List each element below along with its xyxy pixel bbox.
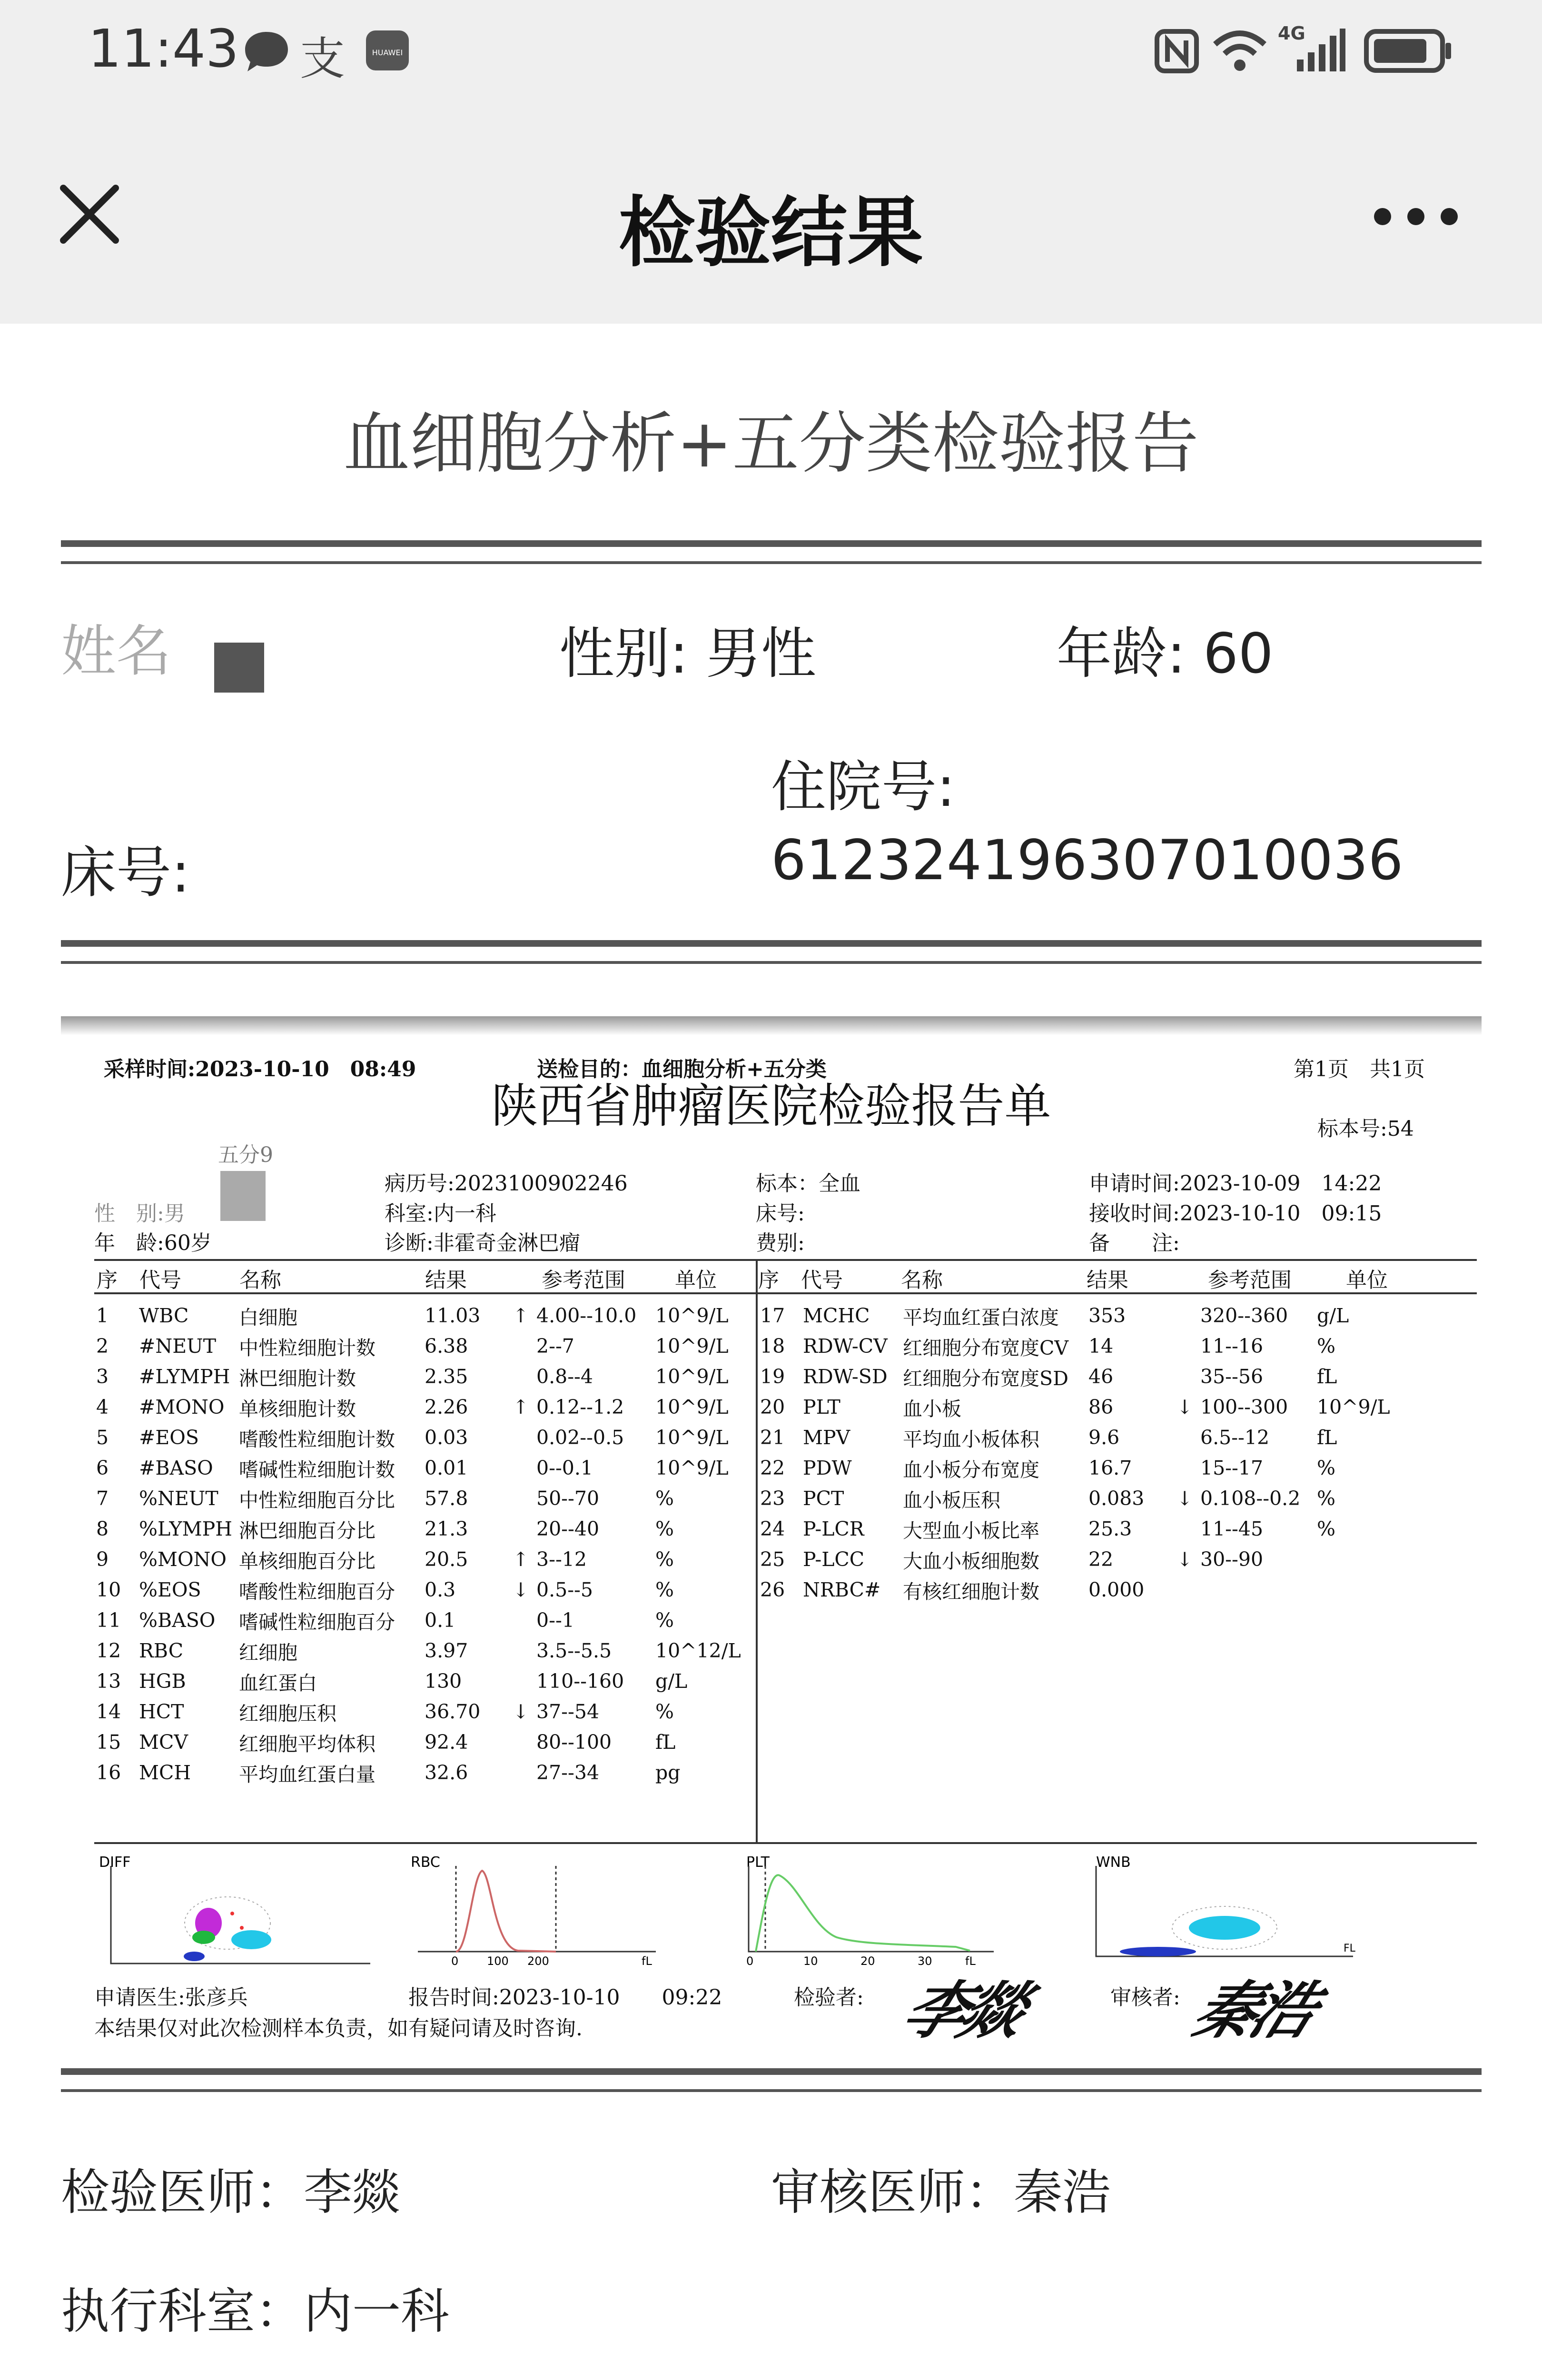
row-range: 20--40 <box>536 1517 600 1540</box>
row-range: 100--300 <box>1200 1396 1288 1418</box>
row-range: 0.12--1.2 <box>536 1396 624 1418</box>
lab-doctor: 检验医师：李燚 <box>61 2164 401 2221</box>
inpatient-label: 住院号: <box>771 755 956 819</box>
col-header: 参考范围 <box>1208 1268 1292 1292</box>
rbc-histogram <box>408 1856 675 1966</box>
svg-text:0: 0 <box>746 1954 754 1966</box>
row-result: 130 <box>425 1670 462 1693</box>
row-name: 嗜碱性粒细胞百分 <box>239 1610 395 1634</box>
row-flag <box>1175 1331 1198 1361</box>
col-header: 名称 <box>901 1268 943 1292</box>
row-range: 30--90 <box>1200 1548 1264 1571</box>
svg-text:DIFF: DIFF <box>99 1856 131 1871</box>
row-flag <box>511 1453 534 1483</box>
doc-record: 病历号:2023100902246 <box>385 1171 628 1196</box>
inpatient-number: 612324196307010036 <box>771 828 1404 892</box>
table-row <box>758 1361 1417 1392</box>
row-result: 0.01 <box>425 1457 468 1479</box>
row-flag: ↓ <box>513 1700 529 1723</box>
row-result: 0.000 <box>1088 1578 1145 1601</box>
bed-label: 床号: <box>61 841 190 905</box>
row-index: 11 <box>96 1609 121 1632</box>
row-name: 红细胞 <box>239 1641 297 1664</box>
name-redaction <box>214 643 264 693</box>
row-index: 13 <box>96 1670 121 1693</box>
doc-report-time: 报告时间:2023-10-10 09:22 <box>408 1985 722 2010</box>
svg-text:WNB: WNB <box>1096 1856 1131 1871</box>
row-code: MPV <box>803 1426 850 1449</box>
row-name: 血小板分布宽度 <box>903 1458 1039 1481</box>
table-row <box>758 1331 1417 1361</box>
plt-histogram <box>737 1856 1003 1966</box>
row-range: 0.108--0.2 <box>1200 1487 1301 1510</box>
row-code: NRBC# <box>803 1578 881 1601</box>
col-header: 参考范围 <box>542 1268 625 1292</box>
table-row <box>758 1575 1417 1605</box>
table-row <box>758 1422 1417 1453</box>
wifi-icon <box>1211 26 1268 74</box>
row-result: 0.1 <box>425 1609 456 1632</box>
row-code: #BASO <box>139 1457 213 1479</box>
row-unit: fL <box>655 1731 676 1754</box>
row-index: 23 <box>760 1487 785 1510</box>
row-index: 2 <box>96 1335 109 1358</box>
row-name: 大血小板细胞数 <box>903 1549 1039 1573</box>
doc-gender: 性 别:男 <box>94 1201 185 1226</box>
row-result: 22 <box>1088 1548 1114 1571</box>
row-flag: ↓ <box>1176 1548 1193 1571</box>
row-code: PCT <box>803 1487 844 1510</box>
row-range: 0--0.1 <box>536 1457 593 1479</box>
row-range: 37--54 <box>536 1700 600 1723</box>
doc-apply-time: 申请时间:2023-10-09 14:22 <box>1089 1171 1382 1196</box>
table-row <box>94 1575 756 1605</box>
chat-bubble-icon <box>243 30 290 72</box>
row-unit: g/L <box>1317 1304 1349 1327</box>
row-result: 2.35 <box>425 1365 468 1388</box>
row-index: 4 <box>96 1396 109 1418</box>
row-code: RBC <box>139 1639 184 1662</box>
row-range: 15--17 <box>1200 1457 1264 1479</box>
row-result: 36.70 <box>425 1700 481 1723</box>
report-title: 血细胞分析+五分类检验报告 <box>343 405 1199 483</box>
table-row <box>94 1636 756 1666</box>
row-code: #MONO <box>139 1396 225 1418</box>
reviewer-signature: 秦浩 <box>1183 1974 1325 2047</box>
row-unit: % <box>1317 1457 1335 1479</box>
row-code: PLT <box>803 1396 840 1418</box>
table-row <box>758 1514 1417 1544</box>
row-result: 57.8 <box>425 1487 468 1510</box>
lab-table-right <box>758 1300 1417 1605</box>
name-label: 姓名 <box>61 619 171 684</box>
row-unit: % <box>655 1700 674 1723</box>
row-code: P-LCC <box>803 1548 865 1571</box>
row-flag: ↑ <box>513 1396 529 1418</box>
review-doctor: 审核医师：秦浩 <box>771 2164 1111 2221</box>
row-result: 11.03 <box>425 1304 481 1327</box>
svg-text:10: 10 <box>803 1954 818 1966</box>
table-row <box>94 1696 756 1727</box>
row-flag: ↓ <box>1176 1487 1193 1510</box>
row-flag <box>511 1605 534 1636</box>
row-flag <box>511 1422 534 1453</box>
row-index: 10 <box>96 1578 121 1601</box>
row-range: 80--100 <box>536 1731 612 1754</box>
row-code: #EOS <box>139 1426 199 1449</box>
row-result: 20.5 <box>425 1548 468 1571</box>
svg-text:30: 30 <box>918 1954 932 1966</box>
row-result: 46 <box>1088 1365 1114 1388</box>
table-row <box>758 1453 1417 1483</box>
table-row <box>94 1483 756 1514</box>
row-flag: ↑ <box>513 1548 529 1571</box>
row-name: 红细胞分布宽度CV <box>903 1336 1068 1359</box>
row-unit <box>1315 1575 1417 1605</box>
row-unit: % <box>1317 1335 1335 1358</box>
nfc-icon <box>1154 29 1199 74</box>
svg-text:20: 20 <box>860 1954 875 1966</box>
row-code: PDW <box>803 1457 852 1479</box>
row-flag <box>1175 1361 1198 1392</box>
row-unit: 10^9/L <box>655 1457 729 1479</box>
doc-disclaimer: 本结果仅对此次检测样本负责，如有疑问请及时咨询. <box>94 2016 583 2041</box>
doc-applicant: 申请医生:张彦兵 <box>94 1985 248 2010</box>
exec-dept: 执行科室：内一科 <box>61 2283 449 2340</box>
row-name: 红细胞压积 <box>239 1702 336 1725</box>
table-row <box>94 1544 756 1575</box>
row-index: 12 <box>96 1639 121 1662</box>
table-row <box>758 1544 1417 1575</box>
col-header: 代号 <box>139 1268 181 1292</box>
status-time: 11:43 <box>88 18 239 79</box>
row-name: 中性粒细胞百分比 <box>239 1488 395 1512</box>
row-name: 淋巴细胞计数 <box>239 1367 356 1390</box>
doc-age: 年 龄:60岁 <box>94 1231 212 1255</box>
row-index: 7 <box>96 1487 109 1510</box>
divider <box>61 540 1482 564</box>
doc-specimen: 标本：全血 <box>756 1171 860 1196</box>
row-range: 11--45 <box>1200 1517 1264 1540</box>
examiner-signature: 李燚 <box>893 1974 1034 2047</box>
row-index: 15 <box>96 1731 121 1754</box>
row-unit: % <box>1317 1517 1335 1540</box>
row-index: 16 <box>96 1761 121 1784</box>
table-row <box>94 1666 756 1696</box>
row-name: 单核细胞计数 <box>239 1397 356 1420</box>
col-header: 结果 <box>425 1268 467 1292</box>
huawei-icon <box>364 29 411 72</box>
row-result: 0.03 <box>425 1426 468 1449</box>
row-index: 6 <box>96 1457 109 1479</box>
svg-text:0: 0 <box>451 1954 459 1966</box>
row-index: 26 <box>760 1578 785 1601</box>
table-row <box>94 1514 756 1544</box>
row-range <box>1198 1575 1315 1605</box>
row-unit: % <box>655 1487 674 1510</box>
table-row <box>94 1605 756 1636</box>
row-range: 11--16 <box>1200 1335 1264 1358</box>
report-document-image[interactable] <box>61 1016 1482 2311</box>
row-flag <box>1175 1514 1198 1544</box>
row-range: 320--360 <box>1200 1304 1288 1327</box>
row-range: 0.5--5 <box>536 1578 593 1601</box>
table-row <box>94 1392 756 1422</box>
row-index: 17 <box>760 1304 785 1327</box>
doc-sample-time: 采样时间:2023-10-10 08:49 <box>104 1057 416 1081</box>
row-index: 19 <box>760 1365 785 1388</box>
battery-icon <box>1364 29 1454 74</box>
row-flag <box>511 1361 534 1392</box>
row-range: 27--34 <box>536 1761 600 1784</box>
row-name: 白细胞 <box>239 1306 297 1329</box>
doc-remark: 备 注: <box>1089 1231 1180 1255</box>
row-range: 0.02--0.5 <box>536 1426 624 1449</box>
row-unit: fL <box>1317 1365 1337 1388</box>
col-header: 单位 <box>1346 1268 1388 1292</box>
row-result: 6.38 <box>425 1335 468 1358</box>
page-title: 检验结果 <box>618 188 923 277</box>
doc-dept: 科室:内一科 <box>385 1201 496 1226</box>
row-index: 25 <box>760 1548 785 1571</box>
wnb-scattergram <box>1087 1856 1372 1966</box>
row-flag: ↓ <box>1176 1396 1193 1418</box>
row-range: 0.8--4 <box>536 1365 593 1388</box>
doc-sample-no: 标本号:54 <box>1317 1117 1414 1141</box>
row-index: 8 <box>96 1517 109 1540</box>
row-name: 淋巴细胞百分比 <box>239 1519 376 1542</box>
row-result: 92.4 <box>425 1731 468 1754</box>
row-flag <box>511 1666 534 1696</box>
row-index: 3 <box>96 1365 109 1388</box>
table-row <box>94 1300 756 1331</box>
row-code: MCV <box>139 1731 188 1754</box>
table-row <box>94 1361 756 1392</box>
row-unit: g/L <box>655 1670 688 1693</box>
row-name: 中性粒细胞计数 <box>239 1336 376 1359</box>
row-name: 大型血小板比率 <box>903 1519 1039 1542</box>
report-content <box>0 324 1542 2380</box>
row-result: 21.3 <box>425 1517 468 1540</box>
row-flag: ↓ <box>513 1578 529 1601</box>
row-flag <box>511 1483 534 1514</box>
col-header: 代号 <box>801 1268 843 1292</box>
doc-examiner: 检验者: <box>794 1985 864 2010</box>
row-index: 22 <box>760 1457 785 1479</box>
doc-diagnosis: 诊断:非霍奇金淋巴瘤 <box>385 1231 580 1255</box>
signal-icon <box>1295 26 1347 74</box>
row-unit <box>1315 1544 1417 1575</box>
lab-table-left <box>94 1300 756 1788</box>
row-range: 4.00--10.0 <box>536 1304 637 1327</box>
row-unit: 10^9/L <box>655 1304 729 1327</box>
app-bar <box>0 109 1542 324</box>
row-unit: 10^9/L <box>655 1365 729 1388</box>
row-range: 110--160 <box>536 1670 624 1693</box>
row-code: %NEUT <box>139 1487 218 1510</box>
row-index: 24 <box>760 1517 785 1540</box>
row-range: 6.5--12 <box>1200 1426 1270 1449</box>
svg-text:200: 200 <box>527 1954 549 1966</box>
col-header: 序 <box>97 1268 118 1292</box>
table-row <box>758 1300 1417 1331</box>
row-index: 18 <box>760 1335 785 1358</box>
table-row <box>94 1727 756 1757</box>
row-result: 16.7 <box>1088 1457 1132 1479</box>
row-result: 9.6 <box>1088 1426 1120 1449</box>
table-row <box>94 1453 756 1483</box>
svg-text:fL: fL <box>965 1954 976 1966</box>
row-name: 平均血红蛋白浓度 <box>903 1306 1059 1329</box>
row-flag <box>511 1727 534 1757</box>
row-name: 单核细胞百分比 <box>239 1549 376 1573</box>
row-code: %LYMPH <box>139 1517 232 1540</box>
age-field: 年龄: 60 <box>1057 622 1274 686</box>
row-name: 平均血小板体积 <box>903 1428 1039 1451</box>
row-range: 3.5--5.5 <box>536 1639 612 1662</box>
row-name: 血小板 <box>903 1397 961 1420</box>
row-result: 86 <box>1088 1396 1114 1418</box>
row-name: 嗜酸性粒细胞百分 <box>239 1580 395 1603</box>
row-unit: % <box>655 1548 674 1571</box>
row-unit: fL <box>1317 1426 1337 1449</box>
row-index: 1 <box>96 1304 109 1327</box>
row-flag <box>511 1331 534 1361</box>
row-code: %MONO <box>139 1548 227 1571</box>
col-header: 单位 <box>675 1268 717 1292</box>
row-range: 3--12 <box>536 1548 587 1571</box>
row-range: 2--7 <box>536 1335 574 1358</box>
row-code: HCT <box>139 1700 184 1723</box>
diff-scattergram <box>89 1856 375 1966</box>
row-index: 5 <box>96 1426 109 1449</box>
row-result: 14 <box>1088 1335 1114 1358</box>
network-type: 4G <box>1278 23 1305 44</box>
svg-text:FL: FL <box>1344 1943 1355 1954</box>
row-name: 嗜酸性粒细胞计数 <box>239 1428 395 1451</box>
row-flag <box>511 1636 534 1666</box>
row-code: P-LCR <box>803 1517 864 1540</box>
row-flag <box>511 1514 534 1544</box>
row-code: %EOS <box>139 1578 201 1601</box>
row-range: 50--70 <box>536 1487 600 1510</box>
svg-text:HUAWEI: HUAWEI <box>372 48 403 57</box>
row-flag <box>1175 1453 1198 1483</box>
row-name: 红细胞分布宽度SD <box>903 1367 1068 1390</box>
row-code: #NEUT <box>139 1335 217 1358</box>
table-row <box>758 1392 1417 1422</box>
row-result: 0.3 <box>425 1578 456 1601</box>
svg-text:100: 100 <box>487 1954 509 1966</box>
row-name: 有核红细胞计数 <box>903 1580 1039 1603</box>
row-index: 21 <box>760 1426 785 1449</box>
row-unit: % <box>655 1517 674 1540</box>
row-code: RDW-CV <box>803 1335 888 1358</box>
alipay-icon: 支 <box>300 33 346 85</box>
row-result: 353 <box>1088 1304 1126 1327</box>
row-flag <box>1175 1422 1198 1453</box>
row-code: HGB <box>139 1670 186 1693</box>
row-index: 14 <box>96 1700 121 1723</box>
row-unit: % <box>655 1609 674 1632</box>
row-unit: % <box>1317 1487 1335 1510</box>
row-result: 25.3 <box>1088 1517 1132 1540</box>
doc-bed: 床号: <box>756 1201 805 1226</box>
doc-receive-time: 接收时间:2023-10-10 09:15 <box>1089 1201 1382 1226</box>
col-header: 结果 <box>1087 1268 1128 1292</box>
row-code: %BASO <box>139 1609 216 1632</box>
table-row <box>94 1331 756 1361</box>
col-header: 名称 <box>239 1268 281 1292</box>
svg-text:fL: fL <box>642 1954 652 1966</box>
row-code: RDW-SD <box>803 1365 888 1388</box>
row-range: 0--1 <box>536 1609 574 1632</box>
row-unit: % <box>655 1578 674 1601</box>
row-flag: ↑ <box>513 1304 529 1327</box>
divider <box>61 940 1482 964</box>
row-name: 嗜碱性粒细胞计数 <box>239 1458 395 1481</box>
row-result: 2.26 <box>425 1396 468 1418</box>
col-header: 序 <box>758 1268 779 1292</box>
row-unit: 10^9/L <box>655 1335 729 1358</box>
doc-title: 陕西省肿瘤医院检验报告单 <box>491 1079 1051 1133</box>
doc-page: 第1页 共1页 <box>1294 1057 1425 1081</box>
row-unit: 10^9/L <box>655 1396 729 1418</box>
status-bar <box>0 0 1542 109</box>
row-name: 血小板压积 <box>903 1488 1000 1512</box>
row-range: 35--56 <box>1200 1365 1264 1388</box>
row-result: 0.083 <box>1088 1487 1145 1510</box>
doc-fee: 费别: <box>756 1231 805 1255</box>
row-name: 平均血红蛋白量 <box>239 1763 376 1786</box>
row-unit: 10^9/L <box>655 1426 729 1449</box>
row-unit: pg <box>655 1761 681 1784</box>
svg-text:RBC: RBC <box>411 1856 440 1871</box>
row-index: 9 <box>96 1548 109 1571</box>
row-code: WBC <box>139 1304 189 1327</box>
row-index: 20 <box>760 1396 785 1418</box>
row-code: #LYMPH <box>139 1365 230 1388</box>
row-result: 3.97 <box>425 1639 468 1662</box>
row-flag <box>1175 1300 1198 1331</box>
table-row <box>758 1483 1417 1514</box>
row-unit: 10^9/L <box>1317 1396 1390 1418</box>
divider <box>61 2068 1482 2092</box>
row-result: 32.6 <box>425 1761 468 1784</box>
row-flag <box>511 1757 534 1788</box>
svg-text:PLT: PLT <box>746 1856 770 1871</box>
row-code: MCH <box>139 1761 191 1784</box>
doc-reviewer: 审核者: <box>1110 1985 1180 2010</box>
row-name: 红细胞平均体积 <box>239 1732 376 1755</box>
doc-purpose: 送检目的：血细胞分析+五分类 <box>537 1057 827 1081</box>
doc-name-redaction <box>220 1171 266 1221</box>
row-unit: 10^12/L <box>655 1639 741 1662</box>
row-code: MCHC <box>803 1304 870 1327</box>
row-flag <box>1175 1575 1198 1605</box>
table-row <box>94 1757 756 1788</box>
gender-field: 性别: 男性 <box>559 622 816 686</box>
row-name: 血红蛋白 <box>239 1671 317 1695</box>
doc-name-partial: 五分9 <box>218 1143 273 1167</box>
table-row <box>94 1422 756 1453</box>
more-icon[interactable] <box>1371 205 1461 228</box>
